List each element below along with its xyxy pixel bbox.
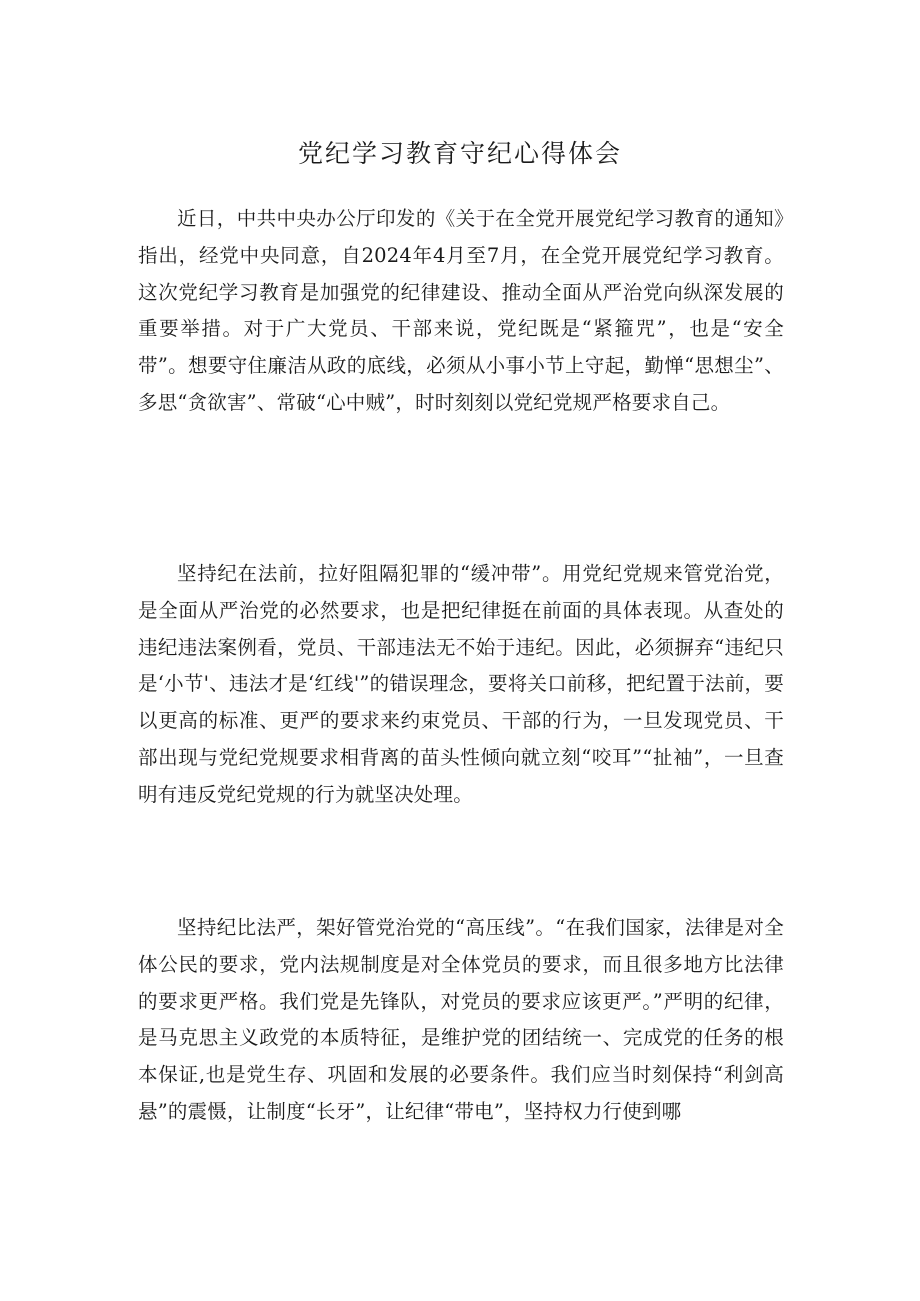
paragraph-2: 坚持纪在法前，拉好阻隔犯罪的“缓冲带”。用党纪党规来管党治党，是全面从严治党的必然要求，也是把纪律挺在前面的具体表现。从查处的违纪违法案例看，党员、干部违法无不始于违纪。因此，必须摒弃“违纪只是‘小节'、违法才是‘红线'”的错误理念，要将关口前移，把纪置于法前，要以更高的标准、更严的要求来约束党员、干部的行为，一旦发现党员、干部出现与党纪党规要求相背离的苗头性倾向就立刻“咬耳”“扯袖”，一旦查明有违反党纪党规的行为就坚决处理。 [138,562,784,806]
paragraph-1: 近日，中共中央办公厅印发的《关于在全党开展党纪学习教育的通知》指出，经党中央同意，自2024年4月至7月，在全党开展党纪学习教育。这次党纪学习教育是加强党的纪律建设、推动全面从严治党向纵深发展的重要举措。对于广大党员、干部来说，党纪既是“紧箍咒”，也是“安全带”。想要守住廉洁从政的底线，必须从小事小节上守起，勤惮“思想尘”、多思“贪欲害”、常破“心中贼”，时时刻刻以党纪党规严格要求自己。 [138,207,784,414]
paragraph-3: 坚持纪比法严，架好管党治党的“高压线”。“在我们国家，法律是对全体公民的要求，党内法规制度是对全体党员的要求，而且很多地方比法律的要求更严格。我们党是先锋队，对党员的要求应该更严。”严明的纪律，是马克思主义政党的本质特征，是维护党的团结统一、完成党的任务的根本保证,也是党生存、巩固和发展的必要条件。我们应当时刻保持“利剑高悬”的震慑，让制度“长牙”，让纪律“带电”，坚持权力行使到哪 [138,916,784,1123]
document-title: 党纪学习教育守纪心得体会 [297,139,622,168]
